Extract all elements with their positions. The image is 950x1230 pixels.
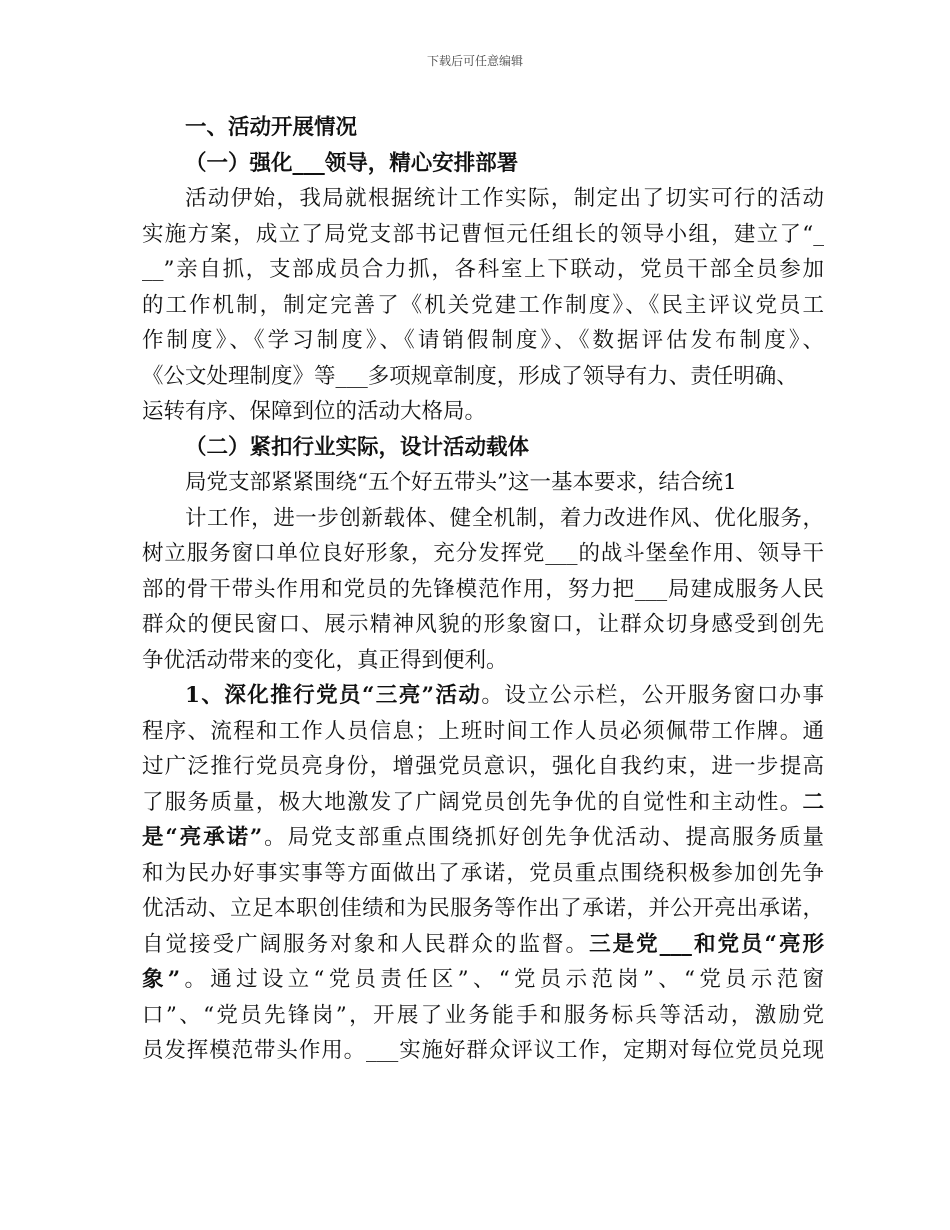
text-line: （二）紧扣行业实际，设计活动载体 <box>185 434 530 460</box>
text-run: 是“亮承诺” <box>142 825 263 850</box>
text-line <box>142 785 824 821</box>
text-run: 。通过设立“党员责任区”、“党员示范岗”、“党员示范窗 <box>180 967 824 992</box>
text-run: 二 <box>802 789 824 815</box>
text-line <box>142 927 824 963</box>
text-line: 运转有序、保障到位的活动大格局。 <box>142 399 487 424</box>
text-line: 员发挥模范带头作用。___实施好群众评议工作，定期对每位党员兑现 <box>142 1038 824 1063</box>
text-line: 和为民办好事实事等方面做出了承诺，党员重点围绕积极参加创先争 <box>142 860 824 886</box>
text-line: 实施方案，成立了局党支部书记曹恒元任组长的领导小组，建立了“_ <box>142 221 824 247</box>
text-run: 象” <box>142 967 181 992</box>
text-line: （一）强化___领导，精心安排部署 <box>185 150 519 176</box>
text-line: 口”、“党员先锋岗”，开展了业务能手和服务标兵等活动，激励党 <box>142 1002 824 1028</box>
page-header: 下载后可任意编辑 <box>426 54 523 68</box>
text-run: 。局党支部重点围绕抓好创先争优活动、提高服务质量 <box>262 825 824 850</box>
text-line: 部的骨干带头作用和党员的先锋模范作用，努力把___局建成服务人民 <box>142 576 824 602</box>
text-line: 程序、流程和工作人员信息；上班时间工作人员必须佩带工作牌。通 <box>142 718 824 744</box>
text-line: 一、活动开展情况 <box>185 115 358 140</box>
text-line: __”亲自抓，支部成员合力抓，各科室上下联动，党员干部全员参加 <box>142 257 824 282</box>
text-line: 群众的便民窗口、展示精神风貌的形象窗口，让群众切身感受到创先 <box>142 612 824 637</box>
text-run: 了服务质量，极大地激发了广阔党员创先争优的自觉性和主动性。 <box>142 789 803 815</box>
text-run: 。设立公示栏，公开服务窗口办事 <box>481 683 824 708</box>
text-line: 《公文处理制度》等___多项规章制度，形成了领导有力、责任明确、 <box>142 363 798 389</box>
text-line <box>142 820 824 856</box>
text-line: 过广泛推行党员亮身份，增强党员意识，强化自我约束，进一步提高 <box>142 754 824 779</box>
text-line: 树立服务窗口单位良好形象，充分发挥党___的战斗堡垒作用、领导干 <box>142 541 824 566</box>
text-line: 优活动、立足本职创佳绩和为民服务等作出了承诺，并公开亮出承诺， <box>142 896 824 921</box>
document-body <box>142 110 824 1069</box>
text-line: 局党支部紧紧围绕“五个好五带头”这一基本要求，结合统1 <box>185 470 737 495</box>
text-line <box>142 678 824 714</box>
text-line <box>142 962 824 998</box>
text-line: 的工作机制，制定完善了《机关党建工作制度》、《民主评议党员工 <box>142 292 824 318</box>
text-run: 三是党___和党员“亮形 <box>589 931 824 957</box>
text-line: 活动伊始，我局就根据统计工作实际，制定出了切实可行的活动 <box>185 186 824 211</box>
text-line: 计工作，进一步创新载体、健全机制，着力改进作风、优化服务， <box>185 505 824 531</box>
text-run: 1、深化推行党员“三亮”活动 <box>185 683 482 708</box>
text-run: 自觉接受广阔服务对象和人民群众的监督。 <box>142 931 590 957</box>
text-line: 争优活动带来的变化，真正得到便利。 <box>142 647 508 673</box>
text-line: 作制度》、《学习制度》、《请销假制度》、《数据评估发布制度》、 <box>142 328 824 353</box>
